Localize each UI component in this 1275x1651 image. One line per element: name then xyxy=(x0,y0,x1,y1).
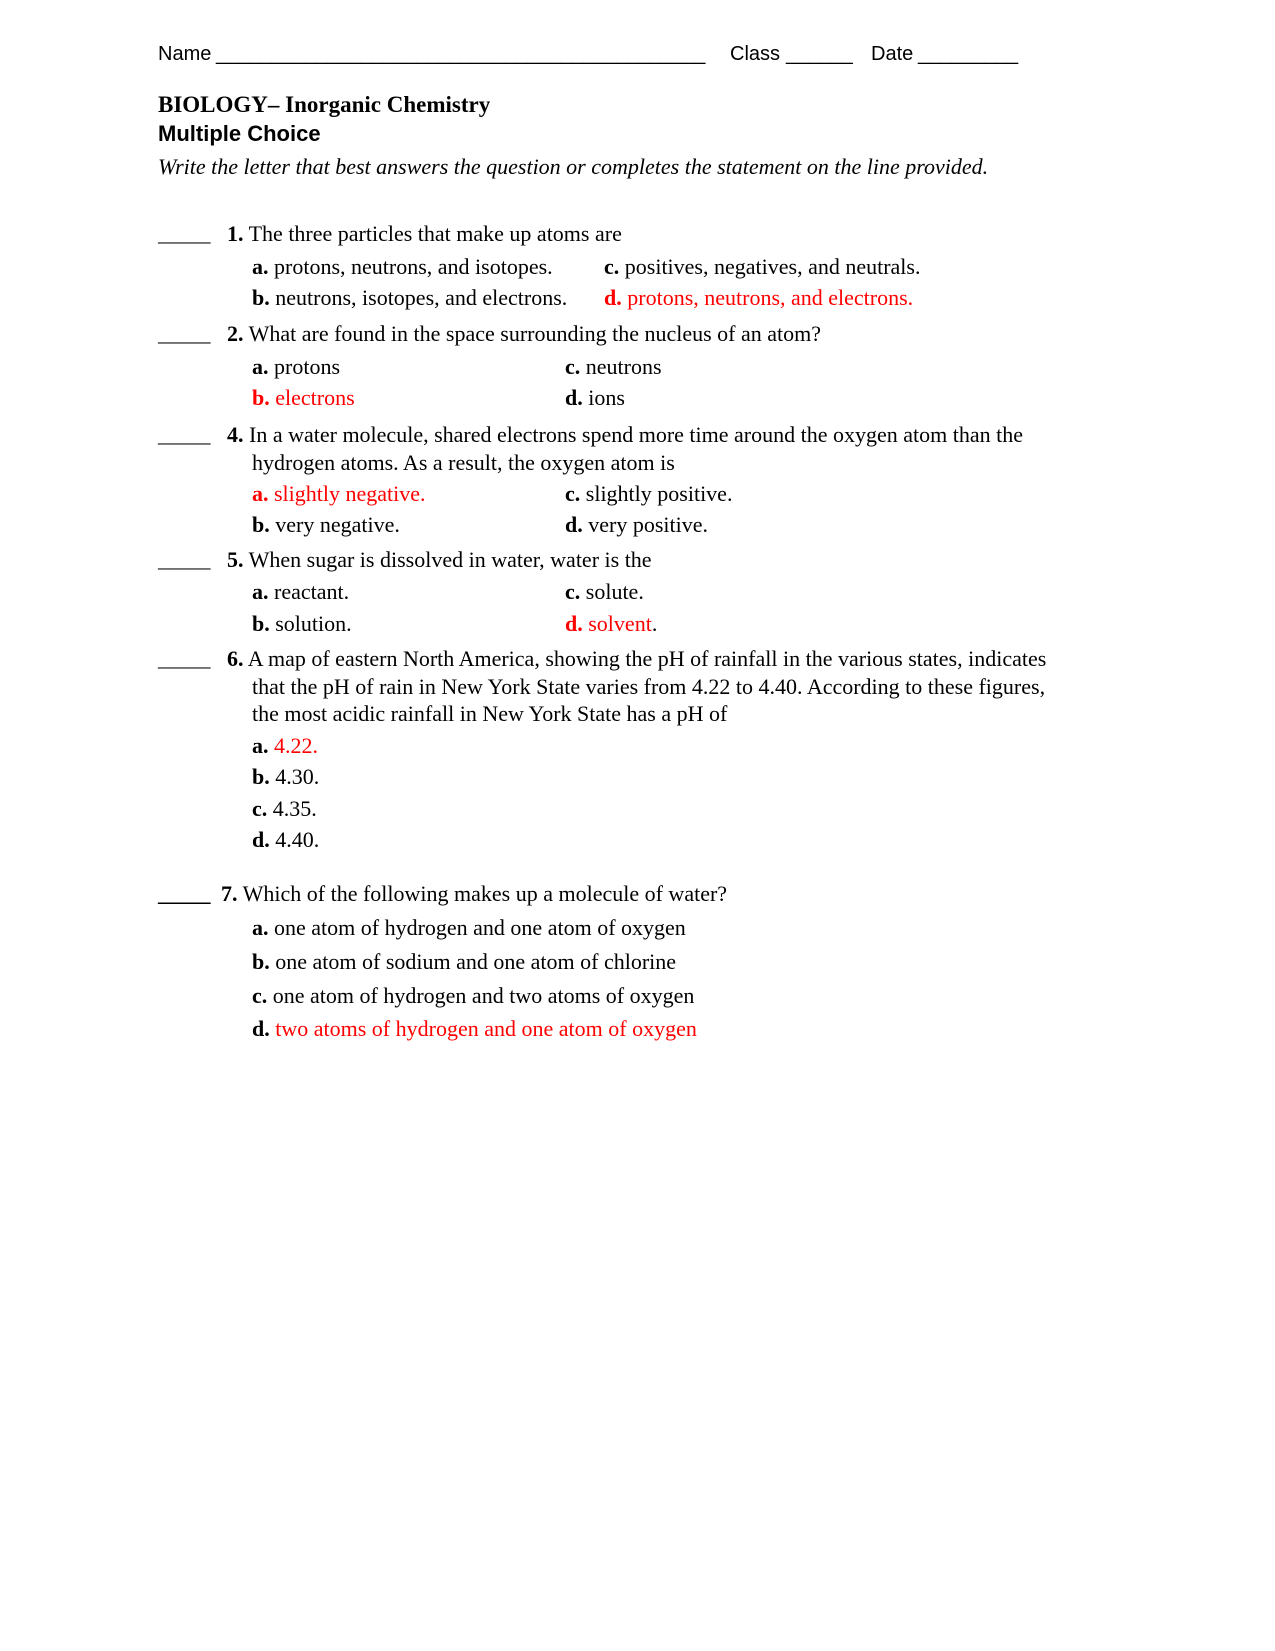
option-2b-correct: b. electrons xyxy=(252,385,355,410)
question-text: What are found in the space surrounding the nucleus of an atom? xyxy=(248,321,822,346)
question-number: 1. xyxy=(227,221,244,246)
question-text: When sugar is dissolved in water, water is the xyxy=(248,547,652,572)
answer-blank-4[interactable]: _____ xyxy=(158,423,211,447)
question-2 xyxy=(227,320,821,347)
option-5b: b. solution. xyxy=(252,611,352,636)
question-number: 2. xyxy=(227,321,244,346)
option-7d-correct: d. two atoms of hydrogen and one atom of oxygen xyxy=(252,1016,697,1041)
instructions: Write the letter that best answers the question or completes the statement on the line provided. xyxy=(158,154,989,179)
question-text: The three particles that make up atoms are xyxy=(248,221,622,246)
option-4d: d. very positive. xyxy=(565,512,709,537)
question-5 xyxy=(227,546,652,573)
question-text-line-3: the most acidic rainfall in New York State has a pH of xyxy=(252,701,728,726)
option-6d: d. 4.40. xyxy=(252,827,320,852)
option-6b: b. 4.30. xyxy=(252,764,320,789)
option-7c: c. one atom of hydrogen and two atoms of oxygen xyxy=(252,983,695,1008)
option-2d: d. ions xyxy=(565,385,625,410)
class-field[interactable]: ______ xyxy=(786,43,853,65)
option-2c: c. neutrons xyxy=(565,354,662,379)
page-subtitle: Multiple Choice xyxy=(158,121,321,146)
option-7b: b. one atom of sodium and one atom of chlorine xyxy=(252,949,677,974)
option-2a: a. protons xyxy=(252,354,340,379)
option-7a: a. one atom of hydrogen and one atom of oxygen xyxy=(252,915,686,940)
question-text-line-1: In a water molecule, shared electrons spend more time around the oxygen atom than the xyxy=(249,422,1024,447)
name-label: Name xyxy=(158,43,212,65)
question-number: 5. xyxy=(227,547,244,572)
option-5d-correct: d. solvent. xyxy=(565,611,658,636)
answer-blank-1[interactable]: _____ xyxy=(158,222,211,246)
question-7 xyxy=(221,880,727,907)
option-6c: c. 4.35. xyxy=(252,796,317,821)
question-6 xyxy=(227,645,1046,672)
question-number: 7. xyxy=(221,881,238,906)
date-label: Date xyxy=(871,43,914,65)
answer-blank-7[interactable]: _____ xyxy=(158,882,211,906)
option-4b: b. very negative. xyxy=(252,512,400,537)
question-text-line-2: hydrogen atoms. As a result, the oxygen atom is xyxy=(252,450,675,475)
option-4a-correct: a. slightly negative. xyxy=(252,481,426,506)
class-label: Class xyxy=(730,43,781,65)
question-number: 6. xyxy=(227,646,244,671)
answer-blank-6[interactable]: _____ xyxy=(158,647,211,671)
name-field[interactable]: ____________________________________________ xyxy=(216,43,706,65)
option-5a: a. reactant. xyxy=(252,579,350,604)
question-text-line-1: A map of eastern North America, showing the pH of rainfall in the various states, indicates xyxy=(247,646,1047,671)
question-1 xyxy=(227,220,622,247)
option-5c: c. solute. xyxy=(565,579,644,604)
answer-blank-5[interactable]: _____ xyxy=(158,548,211,572)
date-field[interactable]: _________ xyxy=(918,43,1019,65)
option-1b: b. neutrons, isotopes, and electrons. xyxy=(252,285,568,310)
question-text: Which of the following makes up a molecule of water? xyxy=(242,881,728,906)
option-1d-correct: d. protons, neutrons, and electrons. xyxy=(604,285,914,310)
page-title: BIOLOGY– Inorganic Chemistry xyxy=(158,92,491,117)
question-number: 4. xyxy=(227,422,244,447)
option-1c: c. positives, negatives, and neutrals. xyxy=(604,254,921,279)
option-6a-correct: a. 4.22. xyxy=(252,733,318,758)
question-text-line-2: that the pH of rain in New York State varies from 4.22 to 4.40. According to these figures, xyxy=(252,674,1046,699)
option-1a: a. protons, neutrons, and isotopes. xyxy=(252,254,553,279)
question-4 xyxy=(227,421,1023,448)
answer-blank-2[interactable]: _____ xyxy=(158,322,211,346)
option-4c: c. slightly positive. xyxy=(565,481,733,506)
